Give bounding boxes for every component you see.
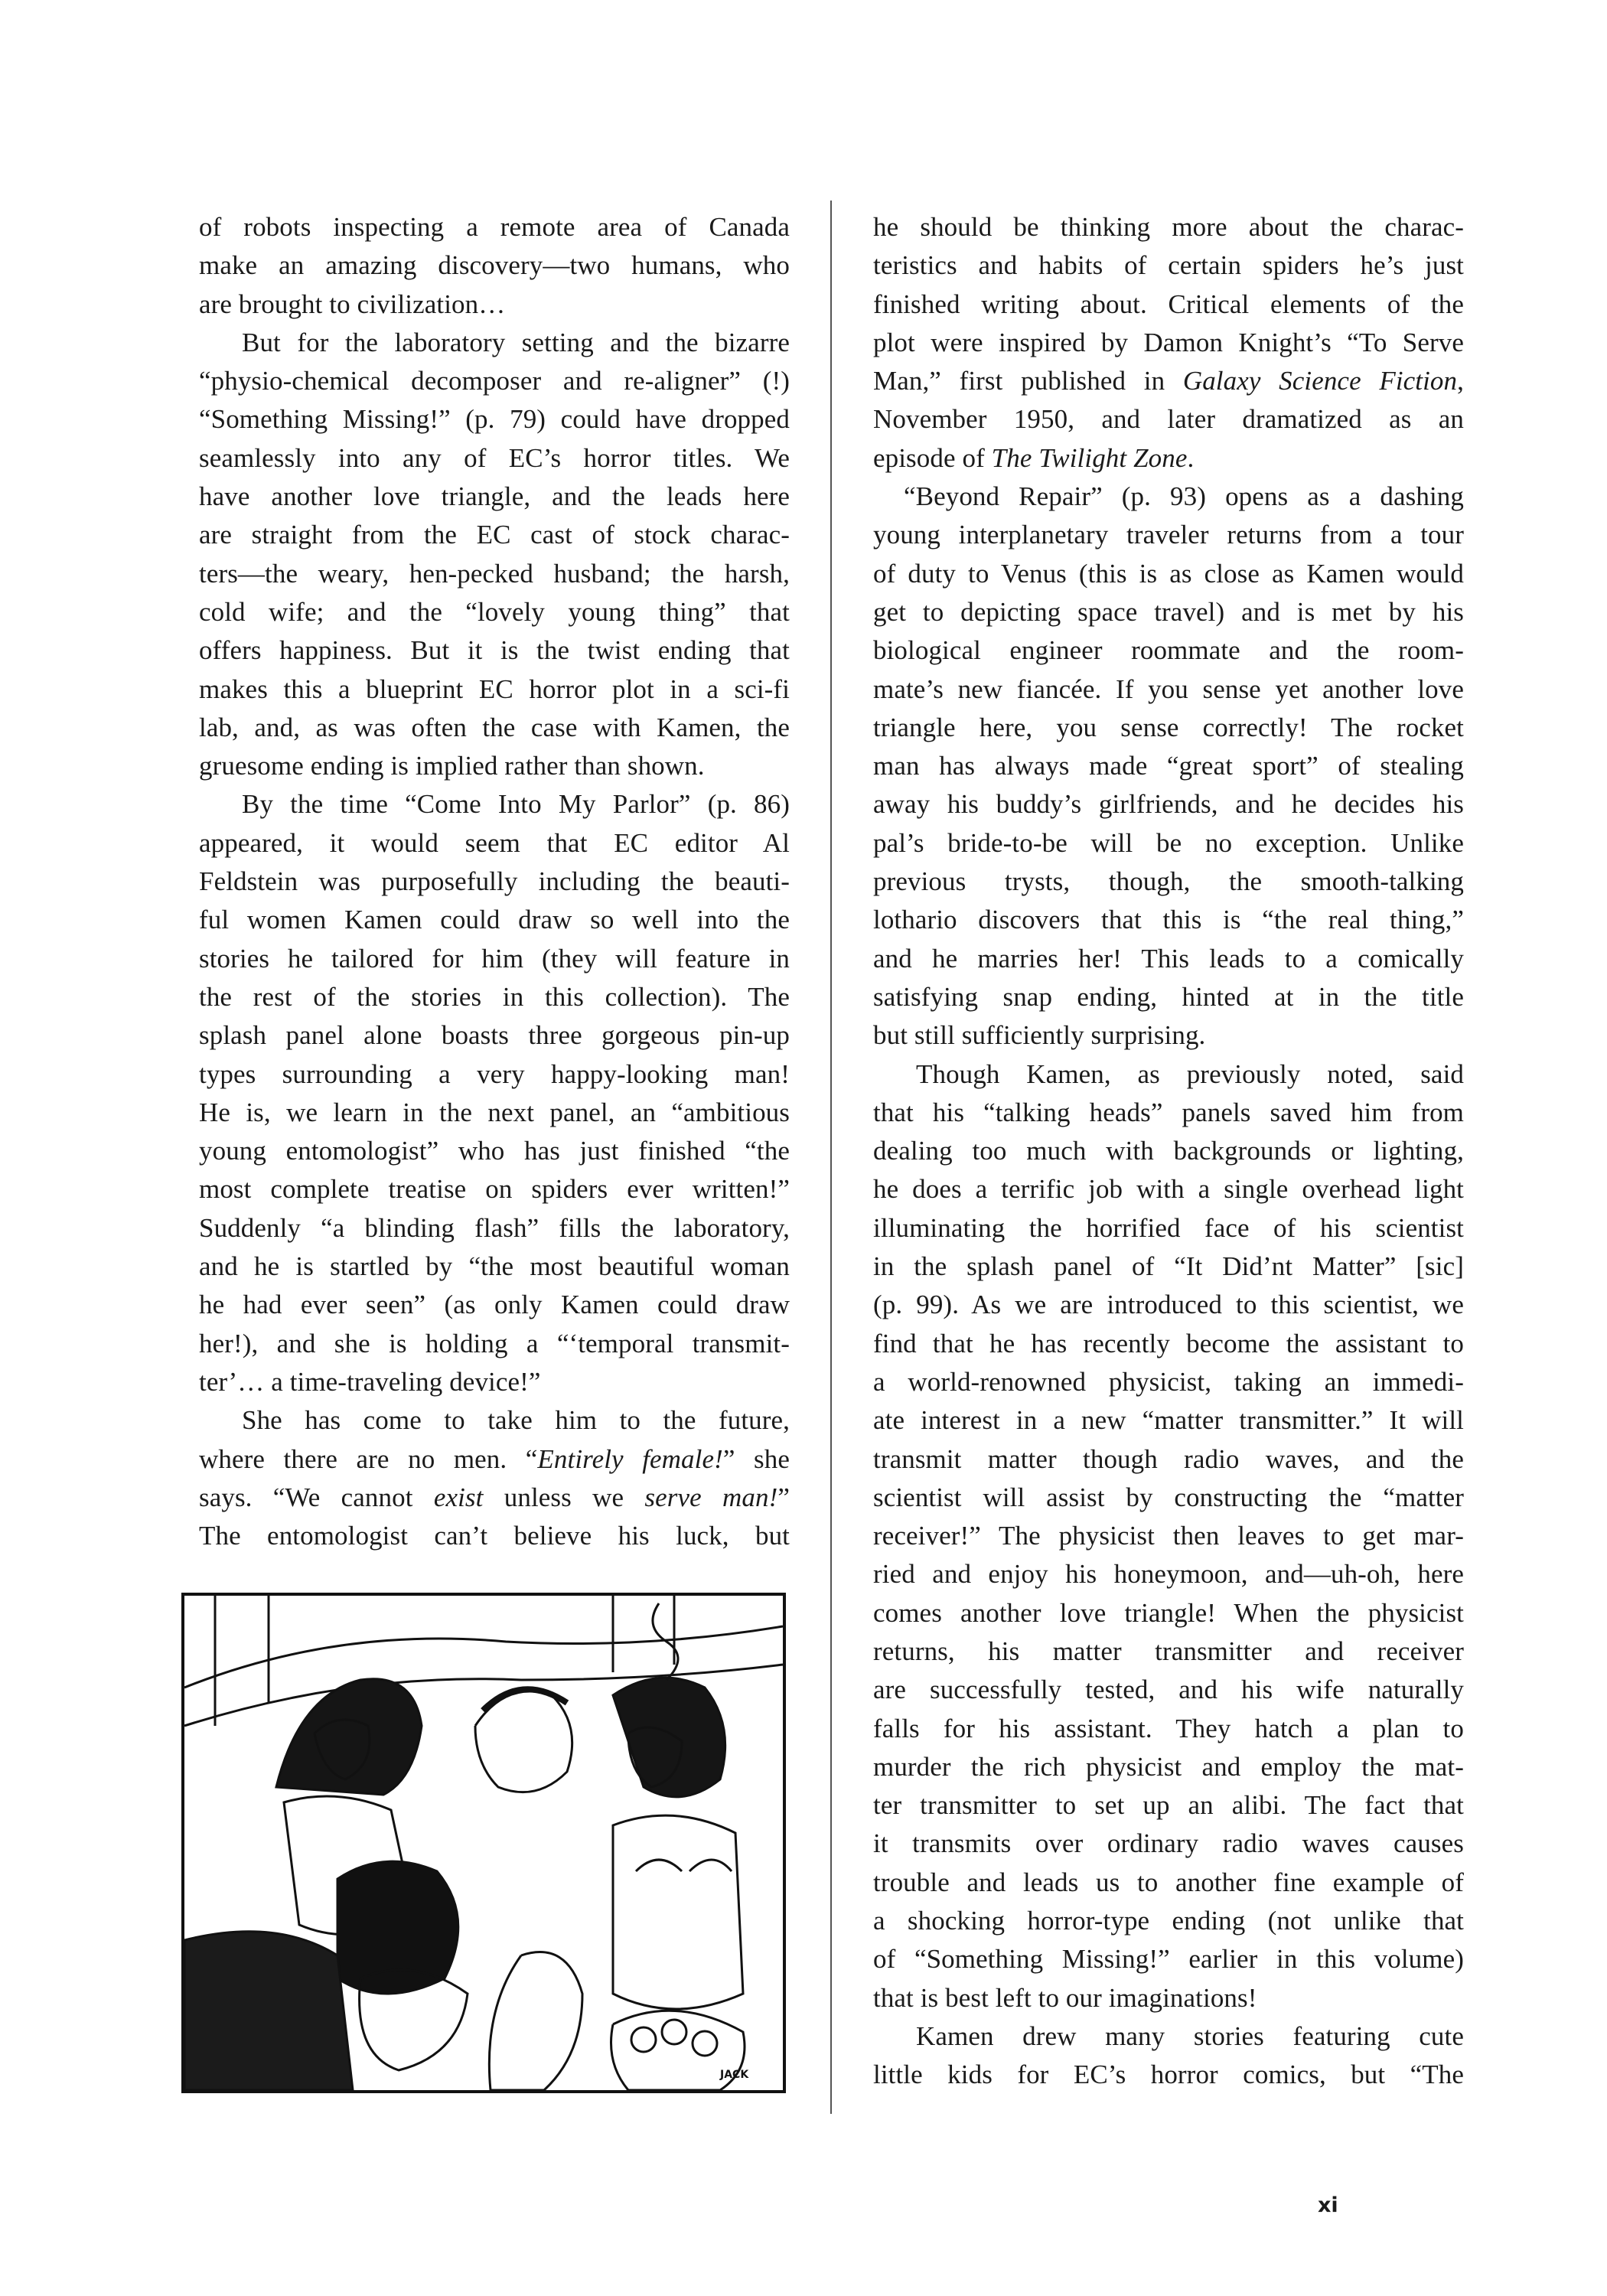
text-segment: ters—the weary, hen-pecked husband; the harsh, — [199, 558, 790, 589]
right-text-column — [873, 208, 1464, 2095]
text-line — [873, 1209, 1464, 1247]
text-line — [873, 324, 1464, 362]
text-line — [873, 1632, 1464, 1671]
text-line — [873, 1748, 1464, 1786]
text-segment: By the time “Come Into My Parlor” (p. 86) — [242, 789, 790, 820]
text-line — [873, 1401, 1464, 1440]
text-segment: he does a terrific job with a single overhead light — [873, 1174, 1464, 1205]
text-segment: that his “talking heads” panels saved him from — [873, 1097, 1464, 1127]
text-segment: of “Something Missing!” earlier in this volume) — [873, 1944, 1464, 1975]
text-line — [199, 246, 790, 285]
text-segment: teristics and habits of certain spiders he’s just — [873, 250, 1464, 281]
text-line — [873, 785, 1464, 823]
text-segment: But for the laboratory setting and the bizarre — [242, 327, 790, 357]
text-segment: ter transmitter to set up an alibi. The fact that — [873, 1790, 1464, 1821]
text-segment: little kids for EC’s horror comics, but “The — [873, 2060, 1464, 2090]
text-line — [873, 1170, 1464, 1208]
text-segment: plot were inspired by Damon Knight’s “To Serve — [873, 327, 1464, 357]
text-segment: where there are no men. “ — [199, 1443, 538, 1474]
text-segment: unless we — [483, 1482, 645, 1512]
text-line — [873, 1710, 1464, 1748]
text-line — [873, 1594, 1464, 1632]
text-segment: ter’… a time-traveling device!” — [199, 1366, 541, 1397]
text-line — [199, 824, 790, 863]
text-line — [199, 1325, 790, 1363]
text-line — [873, 1671, 1464, 1709]
text-line — [873, 1286, 1464, 1324]
text-segment: and he is startled by “the most beautiful woman — [199, 1251, 790, 1282]
text-line — [199, 670, 790, 709]
text-segment: murder the rich physicist and employ the mat- — [873, 1751, 1464, 1782]
text-segment: a world-renowned physicist, taking an immedi- — [873, 1366, 1464, 1397]
text-line — [199, 1209, 790, 1247]
text-line — [199, 1363, 790, 1401]
text-segment: away his buddy’s girlfriends, and he decides his — [873, 789, 1464, 820]
text-line — [199, 593, 790, 631]
text-segment: he should be thinking more about the charac- — [873, 212, 1464, 242]
text-line — [199, 439, 790, 478]
text-segment: make an amazing discovery—two humans, who — [199, 250, 790, 281]
left-text-column — [199, 208, 790, 1555]
text-line — [873, 362, 1464, 400]
text-segment: in the splash panel of “It Did’nt Matter” [sic] — [873, 1251, 1464, 1282]
text-line — [873, 1440, 1464, 1479]
text-line — [199, 285, 790, 324]
text-line — [873, 1094, 1464, 1132]
text-line — [199, 901, 790, 939]
text-segment: satisfying snap ending, hinted at in the title — [873, 981, 1464, 1012]
comic-art — [184, 1596, 783, 2090]
text-line — [873, 1132, 1464, 1170]
text-segment: illuminating the horrified face of his scientist — [873, 1212, 1464, 1243]
text-line — [873, 863, 1464, 901]
text-line — [199, 1401, 790, 1440]
text-segment: scientist will assist by constructing the “matter — [873, 1482, 1464, 1512]
text-line — [199, 516, 790, 554]
text-line — [199, 555, 790, 593]
text-line — [873, 2056, 1464, 2094]
page-number: xi — [1318, 2193, 1338, 2217]
text-segment: ate interest in a new “matter transmitter.” It will — [873, 1405, 1464, 1436]
text-segment: says. “We cannot — [199, 1482, 434, 1512]
text-segment: cold wife; and the “lovely young thing” that — [199, 596, 790, 627]
text-line — [873, 1055, 1464, 1094]
text-line — [873, 1864, 1464, 1902]
text-line — [873, 439, 1464, 478]
text-line — [873, 1940, 1464, 1978]
text-segment: gruesome ending is implied rather than shown. — [199, 751, 705, 781]
text-segment: but still sufficiently surprising. — [873, 1020, 1206, 1051]
text-segment: triangle here, you sense correctly! The rocket — [873, 712, 1464, 742]
text-segment: dealing too much with backgrounds or lighting, — [873, 1136, 1464, 1166]
text-line — [873, 1325, 1464, 1363]
text-line — [873, 670, 1464, 709]
text-line — [873, 1979, 1464, 2017]
text-segment: episode of — [873, 442, 992, 473]
text-line — [199, 1055, 790, 1094]
text-segment: get to depicting space travel) and is met by his — [873, 596, 1464, 627]
text-segment: Suddenly “a blinding flash” fills the laboratory, — [199, 1212, 790, 1243]
text-line — [873, 978, 1464, 1016]
text-line — [873, 631, 1464, 670]
text-segment: comes another love triangle! When the physicist — [873, 1597, 1464, 1628]
text-segment: young entomologist” who has just finished “the — [199, 1136, 790, 1166]
text-segment: man has always made “great sport” of stealing — [873, 751, 1464, 781]
text-segment: “Something Missing!” (p. 79) could have dropped — [199, 404, 790, 435]
text-line — [873, 555, 1464, 593]
text-segment: splash panel alone boasts three gorgeous pin-up — [199, 1020, 790, 1051]
text-segment: are brought to civilization… — [199, 289, 506, 319]
text-segment: are successfully tested, and his wife naturally — [873, 1675, 1464, 1705]
text-line — [873, 1517, 1464, 1555]
text-line — [873, 1247, 1464, 1286]
text-segment: finished writing about. Critical elements of the — [873, 289, 1464, 319]
text-segment: transmit matter though radio waves, and the — [873, 1443, 1464, 1474]
italic-title-text: Entirely female! — [537, 1443, 723, 1474]
text-line — [199, 631, 790, 670]
text-line — [873, 1902, 1464, 1940]
text-segment: pal’s bride-to-be will be no exception. Unlike — [873, 827, 1464, 858]
text-segment: , — [1457, 366, 1464, 396]
text-line — [873, 901, 1464, 939]
text-segment: lab, and, as was often the case with Kamen, the — [199, 712, 790, 742]
text-line — [873, 1555, 1464, 1593]
text-line — [873, 285, 1464, 324]
text-line — [873, 824, 1464, 863]
text-segment: She has come to take him to the future, — [242, 1405, 790, 1436]
text-segment: are straight from the EC cast of stock charac- — [199, 520, 790, 550]
text-line — [199, 324, 790, 362]
text-line — [199, 478, 790, 516]
text-segment: most complete treatise on spiders ever written!” — [199, 1174, 790, 1205]
text-segment: of robots inspecting a remote area of Canada — [199, 212, 790, 242]
text-segment: her!), and she is holding a “‘temporal transmit- — [199, 1328, 790, 1358]
text-line — [873, 516, 1464, 554]
text-line — [199, 400, 790, 439]
italic-title-text: exist — [433, 1482, 484, 1512]
text-segment: young interplanetary traveler returns from a tour — [873, 520, 1464, 550]
text-segment: lothario discovers that this is “the real thing,” — [873, 905, 1464, 935]
text-line — [873, 400, 1464, 439]
text-line — [873, 1479, 1464, 1517]
text-line — [873, 208, 1464, 246]
text-line — [199, 1170, 790, 1208]
text-line — [199, 978, 790, 1016]
text-segment: of duty to Venus (this is as close as Kamen would — [873, 558, 1464, 589]
text-line — [199, 785, 790, 823]
text-line — [873, 2017, 1464, 2056]
italic-title-text: The Twilight Zone — [991, 442, 1188, 473]
text-line — [199, 1517, 790, 1555]
text-segment: ful women Kamen could draw so well into the — [199, 905, 790, 935]
text-segment: ried and enjoy his honeymoon, and—uh-oh, here — [873, 1559, 1464, 1590]
text-segment: He is, we learn in the next panel, an “ambitious — [199, 1097, 790, 1127]
text-segment: makes this a blueprint EC horror plot in a sci-fi — [199, 673, 790, 704]
text-line — [199, 1247, 790, 1286]
text-segment: ” — [777, 1482, 790, 1512]
text-segment: Though Kamen, as previously noted, said — [916, 1058, 1464, 1089]
text-line — [873, 1016, 1464, 1055]
text-line — [199, 1479, 790, 1517]
text-line — [873, 1786, 1464, 1825]
text-segment: Kamen drew many stories featuring cute — [916, 2020, 1464, 2051]
text-segment: a shocking horror-type ending (not unlike that — [873, 1906, 1464, 1936]
text-line — [199, 709, 790, 747]
text-segment: The entomologist can’t believe his luck, but — [199, 1521, 790, 1551]
text-segment: have another love triangle, and the leads here — [199, 481, 790, 512]
text-segment: Feldstein was purposefully including the beauti- — [199, 866, 790, 897]
comic-panel-illustration — [181, 1593, 786, 2093]
text-segment: find that he has recently become the assistant to — [873, 1328, 1464, 1358]
column-divider — [830, 201, 832, 2114]
text-line — [199, 940, 790, 978]
text-segment: November 1950, and later dramatized as an — [873, 404, 1464, 435]
italic-title-text: Galaxy Science Fiction — [1182, 366, 1458, 396]
text-segment: stories he tailored for him (they will feature in — [199, 943, 790, 974]
text-line — [199, 1286, 790, 1324]
text-segment: the rest of the stories in this collection). The — [199, 981, 790, 1012]
text-segment: types surrounding a very happy-looking man! — [199, 1058, 790, 1089]
text-line — [873, 246, 1464, 285]
artist-signature: JACK — [720, 2069, 749, 2081]
text-segment: that is best left to our imaginations! — [873, 1982, 1257, 2013]
text-segment: previous trysts, though, the smooth-talking — [873, 866, 1464, 897]
text-line — [199, 747, 790, 785]
text-segment: and he marries her! This leads to a comically — [873, 943, 1464, 974]
italic-title-text: serve man! — [644, 1482, 778, 1512]
text-line — [199, 1132, 790, 1170]
text-line — [873, 1363, 1464, 1401]
text-segment: receiver!” The physicist then leaves to get mar- — [873, 1521, 1464, 1551]
text-segment: “physio-chemical decomposer and re-aligner” (!) — [199, 366, 790, 396]
text-segment: (p. 99). As we are introduced to this scientist, we — [873, 1290, 1464, 1320]
text-line — [199, 1094, 790, 1132]
text-line — [199, 208, 790, 246]
text-segment: offers happiness. But it is the twist ending that — [199, 635, 790, 666]
text-segment: . — [1187, 442, 1195, 473]
text-segment: ” she — [722, 1443, 790, 1474]
text-line — [873, 709, 1464, 747]
text-segment: falls for his assistant. They hatch a plan to — [873, 1713, 1464, 1743]
text-line — [873, 940, 1464, 978]
text-segment: seamlessly into any of EC’s horror titles. We — [199, 442, 790, 473]
text-segment: biological engineer roommate and the room- — [873, 635, 1464, 666]
text-line — [199, 863, 790, 901]
text-line — [873, 1825, 1464, 1863]
text-line — [873, 593, 1464, 631]
text-segment: it transmits over ordinary radio waves causes — [873, 1828, 1464, 1859]
text-segment: Man,” first published in — [873, 366, 1183, 396]
text-line — [873, 747, 1464, 785]
text-segment: mate’s new fiancée. If you sense yet another love — [873, 673, 1464, 704]
text-line — [199, 362, 790, 400]
text-line — [199, 1440, 790, 1479]
text-segment: returns, his matter transmitter and receiver — [873, 1636, 1464, 1666]
text-segment: he had ever seen” (as only Kamen could draw — [199, 1290, 790, 1320]
text-segment: trouble and leads us to another fine example of — [873, 1867, 1464, 1897]
text-segment: appeared, it would seem that EC editor Al — [199, 827, 790, 858]
text-line — [873, 478, 1464, 516]
text-segment: “Beyond Repair” (p. 93) opens as a dashing — [904, 481, 1464, 512]
text-line — [199, 1016, 790, 1055]
